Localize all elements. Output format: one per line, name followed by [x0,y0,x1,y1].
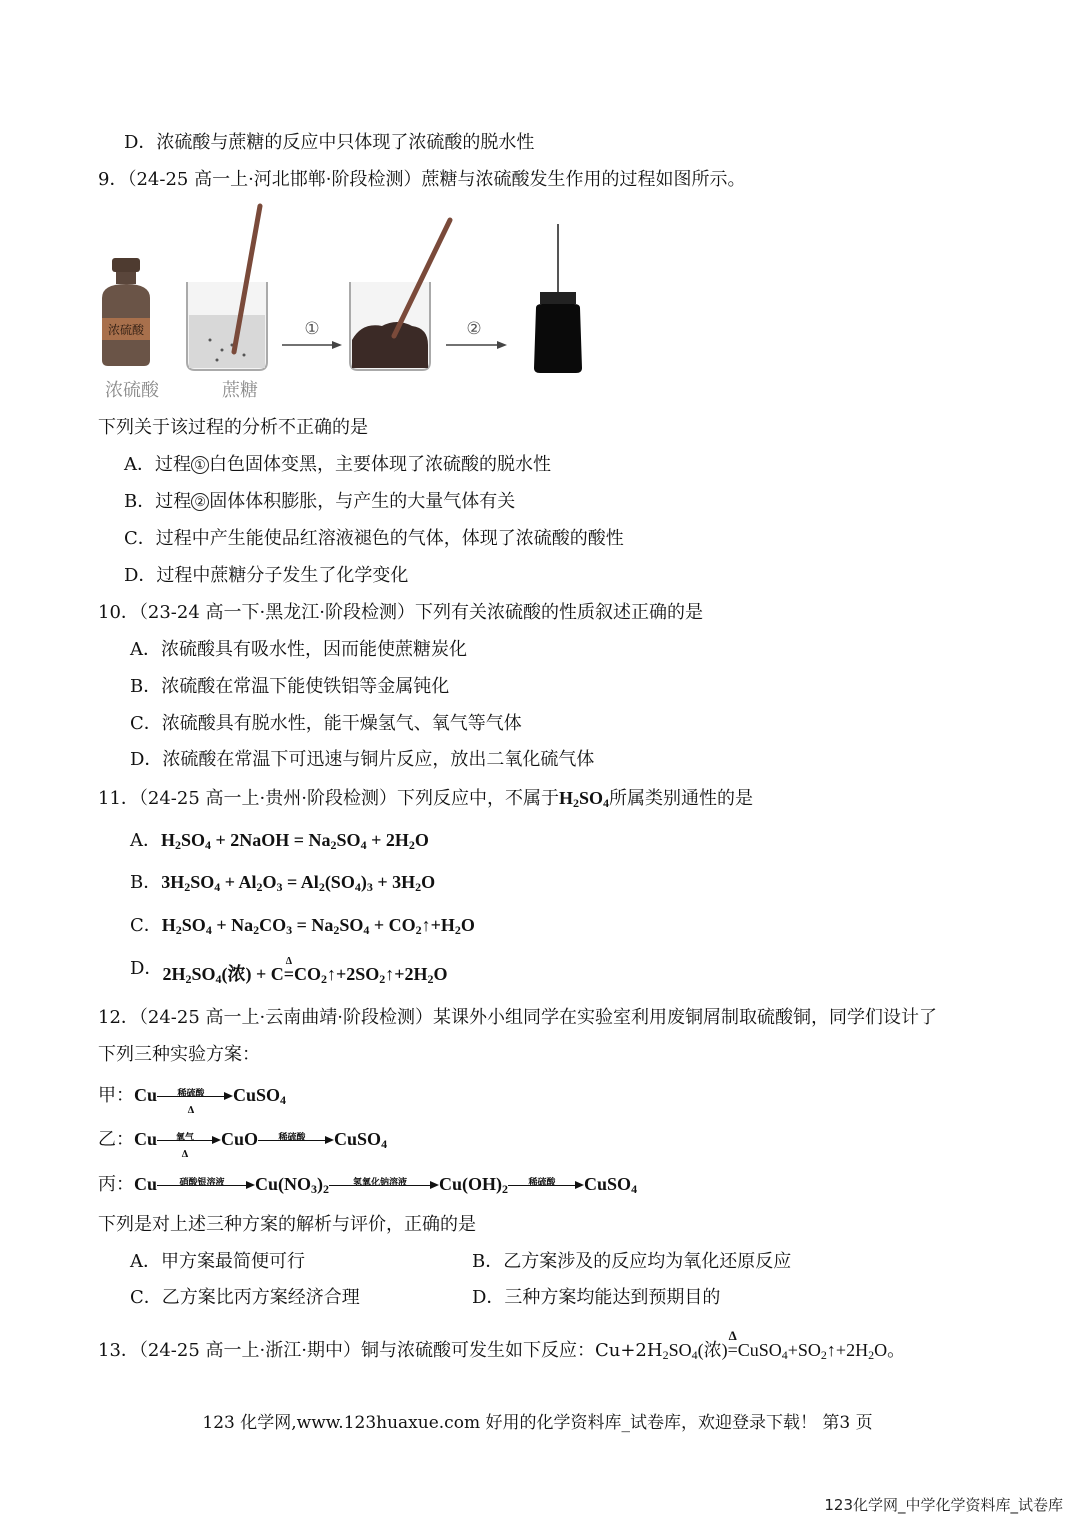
q12-option-a: A．甲方案最简便可行 [130,1251,305,1272]
q11-option-d: D．$2H_2SO_4$(浓) + C Δ $=CO_2↑+2SO_2↑+2H_2O$ [130,962,448,987]
q12-question: 下列是对上述三种方案的解析与评价，正确的是 [98,1214,476,1235]
q9-option-b: B．过程 ② 固体体积膨胀，与产生的大量气体有关 [124,491,516,512]
bottle-label: 浓硫酸 [107,323,145,337]
circled-2: ② [191,493,209,511]
reagent-bottle-icon [102,258,150,366]
label-conc-acid: 浓硫酸 [105,380,159,401]
q10-option-a: A．浓硫酸具有吸水性，因而能使蔗糖炭化 [130,639,467,660]
circled-1: ① [191,456,209,474]
heat-symbol-q13: Δ [728,1328,737,1343]
q10-option-c: C．浓硫酸具有脱水性，能干燥氢气、氧气等气体 [130,713,522,734]
q11-stem: 11．（24-25 高一上·贵州·阶段检测）下列反应中，不属于$H_2SO_4$所属类别通性的是 [98,788,753,810]
q12-option-b: B．乙方案涉及的反应均为氧化还原反应 [472,1251,792,1272]
q9-question: 下列关于该过程的分析不正确的是 [98,417,368,438]
q10-option-b: B．浓硫酸在常温下能使铁铝等金属钝化 [130,676,450,697]
q9-option-d: D．过程中蔗糖分子发生了化学变化 [124,565,409,586]
q10-stem: 10．（23-24 高一下·黑龙江·阶段检测）下列有关浓硫酸的性质叙述正确的是 [98,602,703,623]
q12-option-d: D．三种方案均能达到预期目的 [472,1287,721,1308]
q9-option-c: C．过程中产生能使品红溶液褪色的气体，体现了浓硫酸的酸性 [124,528,624,549]
q11-option-c: C．$H_2SO_4 + Na_2CO_3 = Na_2SO_4$ + $CO_2↑+H_2O$ [130,915,475,937]
q8-option-d: D．浓硫酸与蔗糖的反应中只体现了浓硫酸的脱水性 [124,132,535,153]
q12-stem-line1: 12．（24-25 高一上·云南曲靖·阶段检测）某课外小组同学在实验室利用废铜屑制取硫酸铜，同学们设计了 [98,1007,937,1028]
step-1-label: ① [304,319,320,339]
beaker-carbon-icon [350,220,450,370]
scheme-jia: 甲：Cu 稀硫酸 Δ CuSO$_4$ [98,1085,287,1116]
page-footer: 123 化学网,www.123huaxue.com 好用的化学资料库_试卷库，欢迎登录下载！ 第3 页 [202,1413,873,1433]
q9-stem: 9．（24-25 高一上·河北邯郸·阶段检测）蔗糖与浓硫酸发生作用的过程如图所示。 [98,169,746,190]
q11-option-a: A．$H_2SO_4$ + 2NaOH = $Na_2SO_4 + 2H_2O$ [130,830,429,852]
q11-option-b: B．$3H_2SO_4 + Al_2O_3 = Al_2(SO_4)_3 + 3H_2O$ [130,872,436,894]
q10-option-d: D．浓硫酸在常温下可迅速与铜片反应，放出二氧化硫气体 [130,749,595,770]
heat-symbol: Δ [285,956,292,967]
q12-option-c: C．乙方案比丙方案经济合理 [130,1287,360,1308]
label-sugar: 蔗糖 [222,380,258,401]
q12-stem-line2: 下列三种实验方案： [98,1044,260,1065]
scheme-bing: 丙：Cu 硝酸银溶液 $Cu(NO_3)_2$ 氢氧化钠溶液 $Cu(OH)_2$ 稀硫酸 CuSO$_4$ [98,1174,638,1196]
black-jar-icon [534,224,582,373]
q9-option-a: A．过程 ① 白色固体变黑，主要体现了浓硫酸的脱水性 [124,454,551,475]
q13-stem: 13．（24-25 高一上·浙江·期中）铜与浓硫酸可发生如下反应：$Cu+2H_2SO_4$(浓) Δ $=CuSO_4+SO_2↑+2H_2O$。 [98,1338,905,1363]
scheme-yi: 乙：Cu 氧气 Δ CuO 稀硫酸 CuSO$_4$ [98,1129,388,1160]
beaker-sugar-icon [187,206,267,370]
sugar-acid-figure [92,200,602,405]
step-2-label: ② [466,319,482,339]
site-watermark: 123化学网_中学化学资料库_试卷库 [824,1496,1063,1514]
